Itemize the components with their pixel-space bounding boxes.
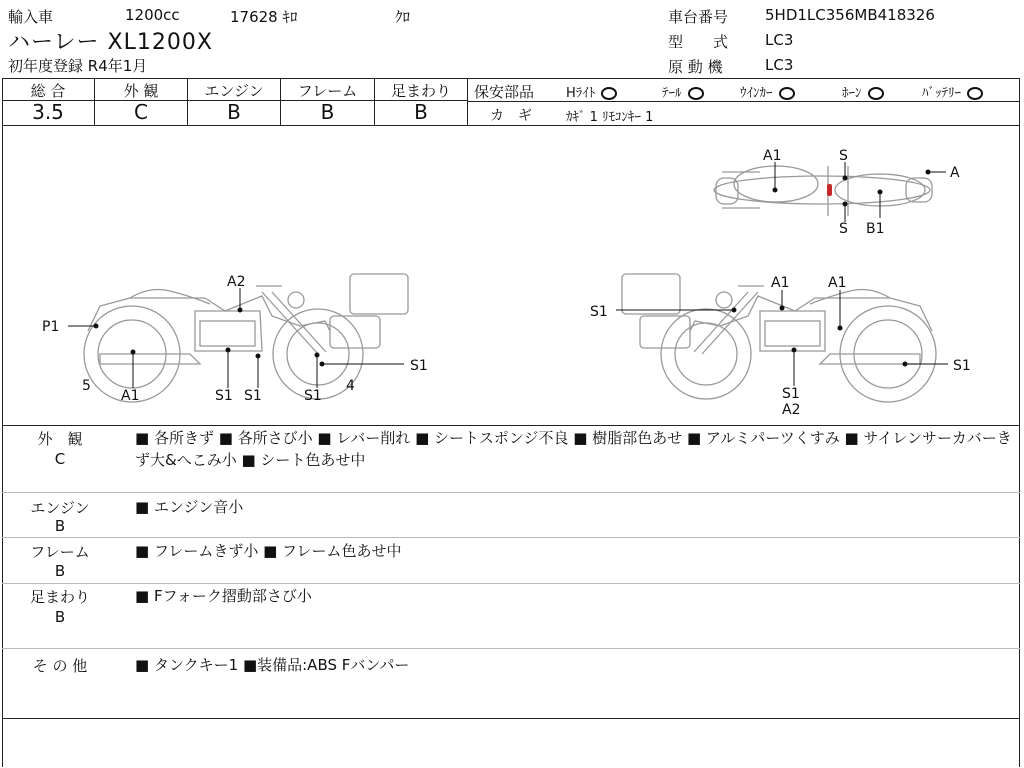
grade-header-exterior: 外 観: [123, 82, 159, 100]
ok-mark-icon: [868, 87, 884, 100]
ok-mark-icon: [779, 87, 795, 100]
import-label: 輸入車: [8, 8, 54, 26]
divider: [2, 492, 1020, 493]
color: ｸﾛ: [395, 8, 411, 26]
diagram-label: S: [839, 221, 848, 237]
chassis-label: 車台番号: [668, 8, 729, 26]
ok-mark-icon: [601, 87, 617, 100]
divider: [468, 101, 1020, 102]
grade-engine: B: [227, 100, 241, 124]
safety-item-tail: ﾃｰﾙ: [662, 82, 704, 101]
diagram-label: 4: [346, 378, 355, 394]
section-title-other: そ の 他: [32, 657, 88, 675]
diagram-label: P1: [42, 319, 60, 335]
section-title-suspension: 足まわり: [29, 588, 90, 606]
diagram-label: A1: [763, 148, 782, 164]
safety-item-horn: ﾎｰﾝ: [842, 82, 884, 101]
divider: [2, 648, 1020, 649]
section-body-suspension: ■ Fフォーク摺動部さび小: [135, 587, 312, 605]
diagram-label: B1: [866, 221, 885, 237]
diagram-label: A: [950, 165, 960, 181]
divider: [2, 78, 1020, 79]
grade-header-suspension: 足まわり: [390, 82, 451, 100]
safety-label: 保安部品: [474, 83, 535, 101]
divider: [2, 718, 1020, 719]
section-grade-exterior: C: [54, 450, 66, 468]
damage-diagram: [0, 126, 1024, 424]
diagram-label: A1: [771, 275, 790, 291]
type-label: 型 式: [668, 33, 729, 51]
diagram-label: A2: [227, 274, 246, 290]
section-title-exterior: 外 観: [37, 430, 83, 448]
grade-frame: B: [320, 100, 335, 124]
divider: [2, 583, 1020, 584]
diagram-label: S1: [590, 304, 608, 320]
section-body-other: ■ タンクキー1 ■装備品:ABS Fバンパー: [135, 656, 410, 674]
diagram-label: S1: [244, 388, 262, 404]
diagram-label: S1: [304, 388, 322, 404]
divider: [2, 537, 1020, 538]
safety-item-battery: ﾊﾞｯﾃﾘｰ: [922, 82, 983, 101]
section-body-engine: ■ エンジン音小: [135, 498, 244, 516]
diagram-label: S1: [953, 358, 971, 374]
grade-header-engine: エンジン: [204, 82, 264, 100]
key-label: カ ギ: [490, 108, 532, 124]
displacement: 1200cc: [125, 6, 180, 24]
motorcycle-top-view-icon: [714, 166, 932, 216]
diagram-label: S1: [215, 388, 233, 404]
engine-value: LC3: [765, 56, 794, 74]
marker-red-icon: [827, 184, 832, 196]
grade-total: 3.5: [32, 100, 64, 124]
grade-exterior: C: [134, 100, 148, 124]
diagram-label: 5: [82, 378, 91, 394]
grade-header-total: 総 合: [30, 82, 66, 100]
section-grade-frame: B: [54, 562, 66, 580]
section-grade-engine: B: [54, 517, 66, 535]
engine-label: 原 動 機: [668, 58, 723, 76]
section-title-frame: フレーム: [30, 543, 90, 561]
type-value: LC3: [765, 31, 794, 49]
divider: [2, 425, 1020, 426]
safety-item-headlight: Hﾗｲﾄ: [566, 82, 617, 101]
diagram-label: S1: [410, 358, 428, 374]
diagram-label: S1: [782, 386, 800, 402]
ok-mark-icon: [688, 87, 704, 100]
diagram-label: A1: [828, 275, 847, 291]
key-value: ｶｷﾞ 1 ﾘﾓｺﾝｷｰ 1: [566, 110, 654, 125]
diagram-label: S: [839, 148, 848, 164]
model-name: ハーレー XL1200X: [8, 30, 213, 55]
divider: [467, 78, 468, 125]
motorcycle-right-view-icon: [622, 274, 936, 402]
section-title-engine: エンジン: [30, 499, 90, 517]
mileage: 17628 ｷﾛ: [230, 8, 298, 26]
section-grade-suspension: B: [54, 608, 66, 626]
diagram-label: A2: [782, 402, 801, 418]
safety-item-winker: ｳｲﾝｶｰ: [740, 82, 795, 101]
section-body-frame: ■ フレームきず小 ■ フレーム色あせ中: [135, 542, 402, 560]
first-registration: 初年度登録 R4年1月: [8, 57, 148, 75]
diagram-label: A1: [121, 388, 140, 404]
ok-mark-icon: [967, 87, 983, 100]
chassis-number: 5HD1LC356MB418326: [765, 6, 935, 24]
section-body-exterior: ■ 各所きず ■ 各所さび小 ■ レバー削れ ■ シートスポンジ不良 ■ 樹脂部色あせ ■ アルミパーツくすみ ■ サイレンサーカバーきず大&へこみ小 ■ シート色あせ中: [135, 429, 1012, 469]
grade-header-frame: フレーム: [297, 82, 358, 100]
grade-suspension: B: [414, 100, 428, 124]
